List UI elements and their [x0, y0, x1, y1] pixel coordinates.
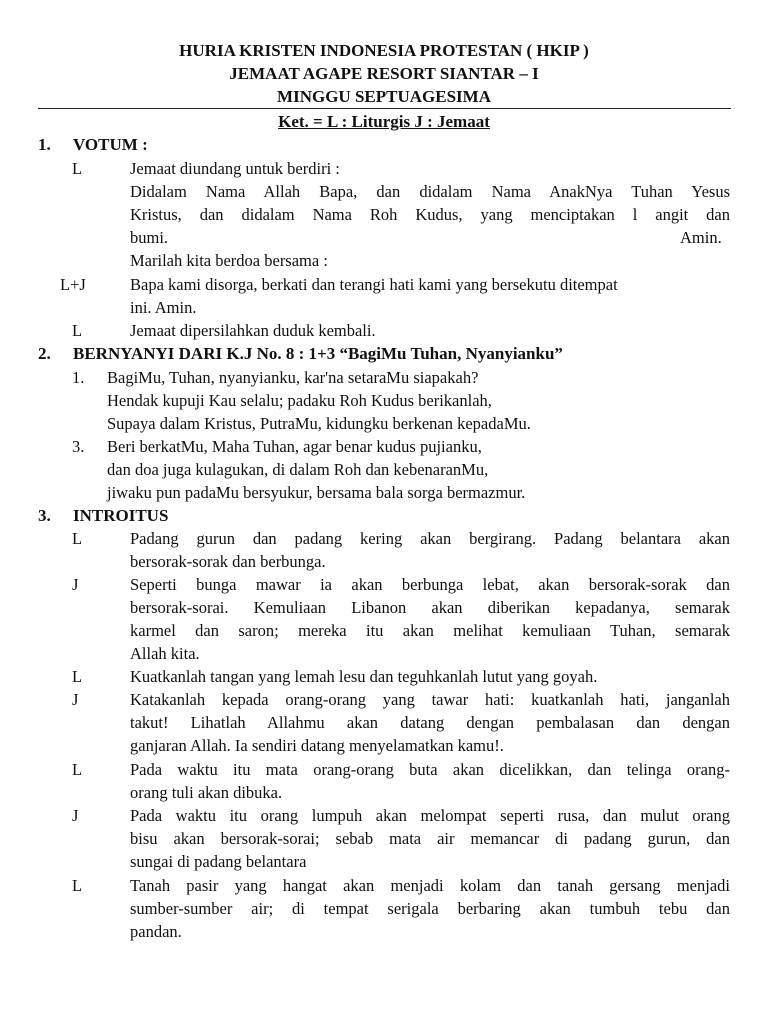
section-3-heading: [38, 504, 168, 527]
section-1-number: 1.: [38, 135, 51, 154]
speaker-label: L: [72, 321, 83, 340]
text-line: pandan.: [130, 922, 182, 941]
text-line: Katakanlah kepada orang-orang yang tawar hati: kuatkanlah hati, janganlah: [130, 690, 730, 709]
hymn-line: Hendak kupuji Kau selalu; padaku Roh Kudus berikanlah,: [107, 391, 492, 410]
text-line: orang tuli akan dibuka.: [130, 783, 283, 802]
text-line: bersorak-sorak dan berbunga.: [130, 552, 326, 571]
section-3-number: 3.: [38, 506, 51, 525]
hymn-line: jiwaku pun padaMu bersyukur, bersama bala sorga bermazmur.: [107, 483, 526, 502]
hymn-line: dan doa juga kulagukan, di dalam Roh dan kebenaranMu,: [107, 460, 489, 479]
section-1-heading: [38, 133, 148, 156]
text-line: bumi.: [130, 228, 169, 247]
text-line: Kuatkanlah tangan yang lemah lesu dan teguhkanlah lutut yang goyah.: [130, 667, 598, 686]
text-line: Bapa kami disorga, berkati dan terangi hati kami yang bersekutu ditempat: [130, 275, 618, 294]
speaker-label: L: [72, 159, 83, 178]
speaker-label: J: [72, 690, 79, 709]
text-line: ini. Amin.: [130, 298, 197, 317]
text-line: karmel dan saron; mereka itu akan melihat kemuliaan Tuhan, semarak: [130, 621, 730, 640]
text-line: Pada waktu itu orang lumpuh akan melompat seperti rusa, dan mulut orang: [130, 806, 730, 825]
hymn-line: BagiMu, Tuhan, nyanyianku, kar'na setaraMu siapakah?: [107, 368, 479, 387]
text-line: ganjaran Allah. Ia sendiri datang menyelamatkan kamu!.: [130, 736, 504, 755]
speaker-label: L: [72, 876, 83, 895]
text-line: bisu akan bersorak-sorai; sebab mata air memancar di padang gurun, dan: [130, 829, 730, 848]
section-2-title: BERNYANYI DARI K.J No. 8 : 1+3 “BagiMu Tuhan, Nyanyianku”: [73, 344, 563, 363]
text-line: Tanah pasir yang hangat akan menjadi kolam dan tanah gersang menjadi: [130, 876, 730, 895]
section-1-title: VOTUM :: [73, 135, 148, 154]
verse-number: 1.: [72, 368, 85, 387]
text-line: Seperti bunga mawar ia akan berbunga lebat, akan bersorak-sorak dan: [130, 575, 730, 594]
header-divider: [38, 108, 731, 109]
hymn-line: Beri berkatMu, Maha Tuhan, agar benar kudus pujianku,: [107, 437, 482, 456]
speaker-label: L: [72, 529, 83, 548]
text-line: sungai di padang belantara: [130, 852, 307, 871]
amen-text: Amin.: [680, 228, 722, 247]
speaker-label: J: [72, 806, 79, 825]
text-line: Kristus, dan didalam Nama Roh Kudus, yang menciptakan l angit dan: [130, 205, 730, 224]
header-congregation: JEMAAT AGAPE RESORT SIANTAR – I: [229, 64, 539, 83]
text-line: takut! Lihatlah Allahmu akan datang dengan pembalasan dan dengan: [130, 713, 730, 732]
text-line: Pada waktu itu mata orang-orang buta akan dicelikkan, dan telinga orang-: [130, 760, 730, 779]
hymn-line: Supaya dalam Kristus, PutraMu, kidungku berkenan kepadaMu.: [107, 414, 531, 433]
verse-number: 3.: [72, 437, 85, 456]
text-line: Allah kita.: [130, 644, 200, 663]
speaker-label: L: [72, 667, 83, 686]
legend-line: [0, 110, 768, 133]
text-line: Marilah kita berdoa bersama :: [130, 251, 328, 270]
text-line: Jemaat dipersilahkan duduk kembali.: [130, 321, 376, 340]
section-3-title: INTROITUS: [73, 506, 169, 525]
legend-text: Ket. = L : Liturgis J : Jemaat: [278, 112, 490, 131]
header-sunday-name: MINGGU SEPTUAGESIMA: [277, 87, 491, 106]
header-church-name: HURIA KRISTEN INDONESIA PROTESTAN ( HKIP ): [179, 41, 589, 60]
text-line: Padang gurun dan padang kering akan bergirang. Padang belantara akan: [130, 529, 730, 548]
text-line: bersorak-sorai. Kemuliaan Libanon akan diberikan kepadanya, semarak: [130, 598, 730, 617]
speaker-label: L: [72, 760, 83, 779]
section-2-number: 2.: [38, 344, 51, 363]
text-line: sumber-sumber air; di tempat serigala berbaring akan tumbuh tebu dan: [130, 899, 730, 918]
text-line: Didalam Nama Allah Bapa, dan didalam Nama AnakNya Tuhan Yesus: [130, 182, 730, 201]
speaker-label: J: [72, 575, 79, 594]
speaker-label: L+J: [60, 275, 86, 294]
section-2-heading: [38, 342, 563, 365]
text-line: Jemaat diundang untuk berdiri :: [130, 159, 340, 178]
